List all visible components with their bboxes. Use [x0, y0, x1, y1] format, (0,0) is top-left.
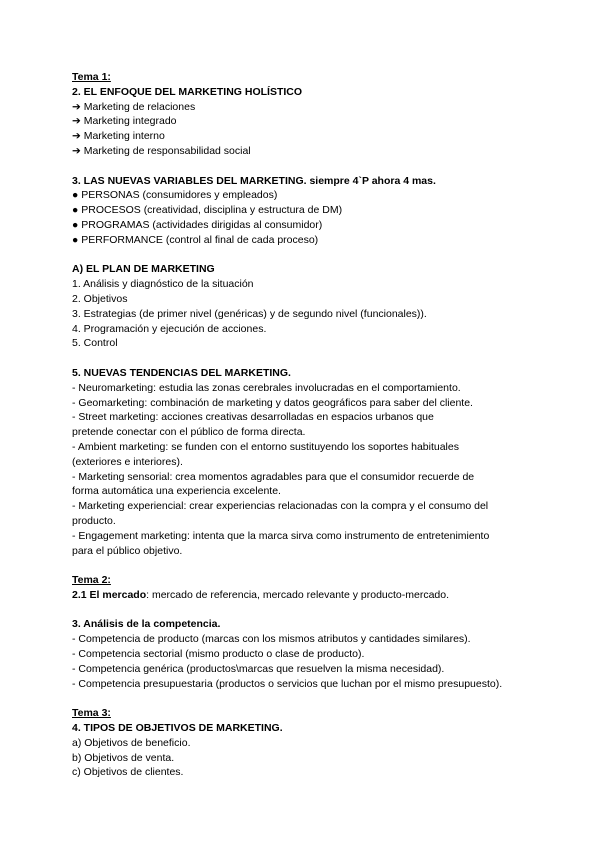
list-item: - Competencia genérica (productos\marcas que resuelven la misma necesidad). — [72, 662, 445, 675]
list-item: ➔ Marketing de responsabilidad social — [72, 144, 251, 157]
list-item: ● PROCESOS (creatividad, disciplina y estructura de DM) — [72, 204, 343, 217]
paragraph-line: forma automática una experiencia excelente. — [72, 485, 281, 498]
paragraph-line: pretende conectar con el público de forma directa. — [72, 426, 306, 439]
section-heading-trends: 5. NUEVAS TENDENCIAS DEL MARKETING. — [72, 366, 291, 379]
list-item: ● PERFORMANCE (control al final de cada proceso) — [72, 233, 319, 246]
section-heading-plan: A) EL PLAN DE MARKETING — [72, 263, 215, 276]
paragraph-line: producto. — [72, 514, 116, 527]
paragraph-line: (exteriores e interiores). — [72, 455, 183, 468]
list-item: ● PERSONAS (consumidores y empleados) — [72, 189, 278, 202]
list-item: a) Objetivos de beneficio. — [72, 736, 191, 749]
paragraph-line: - Marketing sensorial: crea momentos agradables para que el consumidor recuerde de — [72, 470, 475, 483]
paragraph-line: - Engagement marketing: intenta que la marca sirva como instrumento de entretenimiento — [72, 529, 490, 542]
market-definition — [72, 588, 572, 603]
paragraph-line: para el público objetivo. — [72, 544, 183, 557]
paragraph-line: - Marketing experiencial: crear experiencias relacionadas con la compra y el consumo del — [72, 500, 489, 513]
list-item: ➔ Marketing interno — [72, 130, 165, 143]
list-item: 3. Estrategias (de primer nivel (genéricas) y de segundo nivel (funcionales)). — [72, 307, 427, 320]
list-item: ➔ Marketing de relaciones — [72, 100, 196, 113]
list-item: 5. Control — [72, 337, 118, 350]
section-heading-variables: 3. LAS NUEVAS VARIABLES DEL MARKETING. siempre 4`P ahora 4 mas. — [72, 174, 436, 187]
list-item: 2. Objetivos — [72, 292, 128, 305]
list-item: c) Objetivos de clientes. — [72, 766, 184, 779]
market-text: : mercado de referencia, mercado relevante y producto-mercado. — [146, 588, 450, 601]
paragraph-line: - Geomarketing: combinación de marketing y datos geográficos para saber del cliente. — [72, 396, 473, 409]
tema1-title: Tema 1: — [72, 71, 111, 83]
section-heading-holistic: 2. EL ENFOQUE DEL MARKETING HOLÍSTICO — [72, 85, 303, 98]
list-item: b) Objetivos de venta. — [72, 751, 175, 764]
list-item: 4. Programación y ejecución de acciones. — [72, 322, 267, 335]
list-item: - Competencia sectorial (mismo producto o clase de producto). — [72, 648, 365, 661]
section-heading-objectives: 4. TIPOS DE OBJETIVOS DE MARKETING. — [72, 722, 283, 735]
tema3-title: Tema 3: — [72, 707, 111, 720]
list-item: - Competencia de producto (marcas con los mismos atributos y cantidades similares). — [72, 633, 471, 646]
list-item: - Competencia presupuestaria (productos o servicios que luchan por el mismo presupuesto). — [72, 677, 503, 690]
list-item: ● PROGRAMAS (actividades dirigidas al consumidor) — [72, 218, 323, 231]
document-page — [72, 70, 572, 780]
paragraph-line: - Street marketing: acciones creativas desarrolladas en espacios urbanos que — [72, 411, 434, 424]
list-item: ➔ Marketing integrado — [72, 115, 177, 128]
paragraph-line: - Neuromarketing: estudia las zonas cerebrales involucradas en el comportamiento. — [72, 381, 461, 394]
section-heading-competition: 3. Análisis de la competencia. — [72, 618, 221, 631]
tema2-title: Tema 2: — [72, 574, 111, 587]
market-label: 2.1 El mercado — [72, 588, 147, 601]
list-item: 1. Análisis y diagnóstico de la situación — [72, 278, 254, 291]
paragraph-line: - Ambient marketing: se funden con el entorno sustituyendo los soportes habituales — [72, 440, 459, 453]
